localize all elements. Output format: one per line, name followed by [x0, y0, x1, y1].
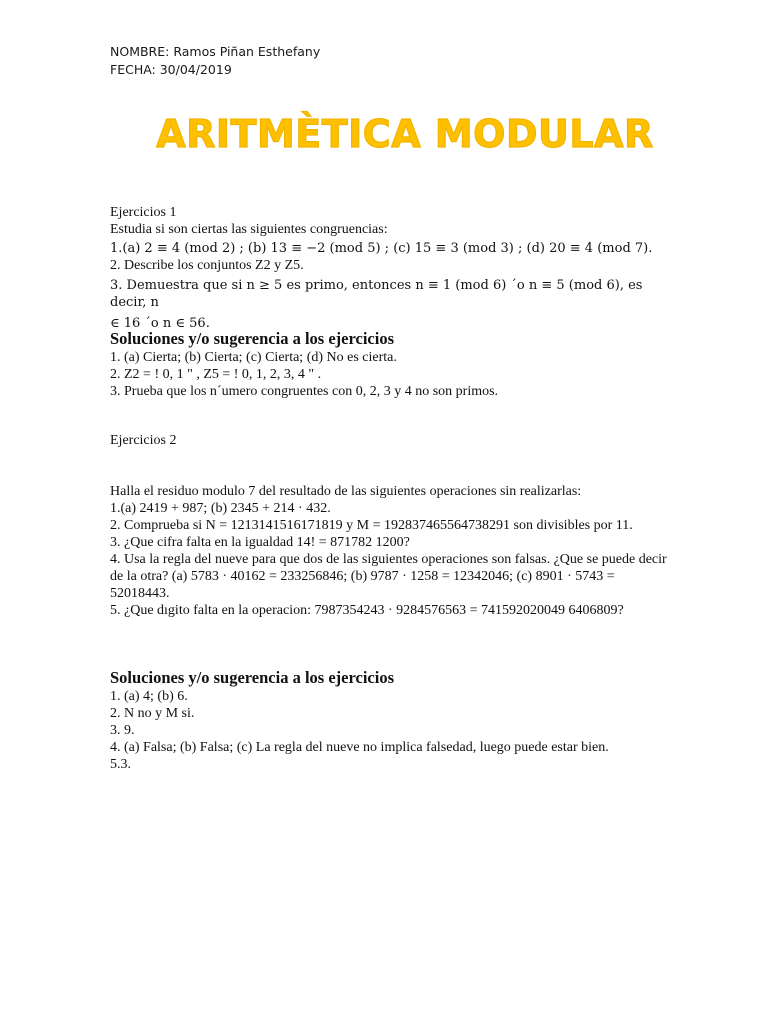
exercises-2-section: [110, 432, 670, 619]
exercises-1-intro: Estudia si son ciertas las siguientes congruencias:: [110, 222, 388, 237]
solution-1-item: 1. (a) Cierta; (b) Cierta; (c) Cierta; (d) No es cierta.: [110, 350, 397, 365]
exercises-1-section: [110, 204, 670, 332]
solution-2-item: 3. 9.: [110, 723, 135, 738]
solution-2-item: 5.3.: [110, 757, 131, 772]
exercise-1-item: ∈ 16 ´o n ∈ 56.: [110, 316, 210, 331]
solution-2-item: 4. (a) Falsa; (b) Falsa; (c) La regla del nueve no implica falsedad, luego puede estar bien.: [110, 740, 609, 755]
exercise-2-item: 3. ¿Que cifra falta en la igualdad 14! = 871782 1200?: [110, 535, 410, 550]
exercise-2-item: 4. Usa la regla del nueve para que dos de las siguientes operaciones son falsas. ¿Que se puede decir de la otra? (a) 5783 · 40162 = 233256846; (b) 9787 · 1258 = 12342046; (c) 8901 · 5743 = 52018443.: [110, 552, 667, 601]
solutions-1-heading: Soluciones y/o sugerencia a los ejercicios: [110, 329, 394, 348]
exercise-1-item: 1.(a) 2 ≡ 4 (mod 2) ; (b) 13 ≡ −2 (mod 5) ; (c) 15 ≡ 3 (mod 3) ; (d) 20 ≡ 4 (mod 7).: [110, 241, 653, 256]
exercise-2-item: 5. ¿Que dıgito falta en la operacion: 7987354243 · 9284576563 = 741592020049 6406809?: [110, 603, 624, 618]
document-header: [110, 43, 320, 79]
exercise-1-item: 3. Demuestra que si n ≥ 5 es primo, entonces n ≡ 1 (mod 6) ´o n ≡ 5 (mod 6), es decir, n: [110, 278, 643, 310]
exercise-2-item: 2. Comprueba si N = 1213141516171819 y M = 192837465564738291 son divisibles por 11.: [110, 518, 633, 533]
solutions-2-heading: Soluciones y/o sugerencia a los ejercicios: [110, 668, 394, 687]
student-name: NOMBRE: Ramos Piñan Esthefany: [110, 44, 321, 59]
solution-2-item: 2. N no y M si.: [110, 706, 195, 721]
exercise-1-item: 2. Describe los conjuntos Z2 y Z5.: [110, 258, 304, 273]
solutions-2-section: [110, 668, 670, 773]
solution-1-item: 3. Prueba que los n´umero congruentes con 0, 2, 3 y 4 no son primos.: [110, 384, 499, 399]
solution-1-item: 2. Z2 = ! 0, 1 " , Z5 = ! 0, 1, 2, 3, 4 " .: [110, 367, 322, 382]
exercise-2-item: 1.(a) 2419 + 987; (b) 2345 + 214 · 432.: [110, 501, 331, 516]
exercises-1-heading: Ejercicios 1: [110, 205, 177, 220]
document-date: FECHA: 30/04/2019: [110, 62, 232, 77]
exercises-2-heading: Ejercicios 2: [110, 433, 177, 448]
solution-2-item: 1. (a) 4; (b) 6.: [110, 689, 188, 704]
solutions-1-section: [110, 329, 670, 400]
document-title: ARITMÈTICA MODULAR: [156, 112, 654, 156]
exercises-2-intro: Halla el residuo modulo 7 del resultado de las siguientes operaciones sin realizarlas:: [110, 484, 582, 499]
